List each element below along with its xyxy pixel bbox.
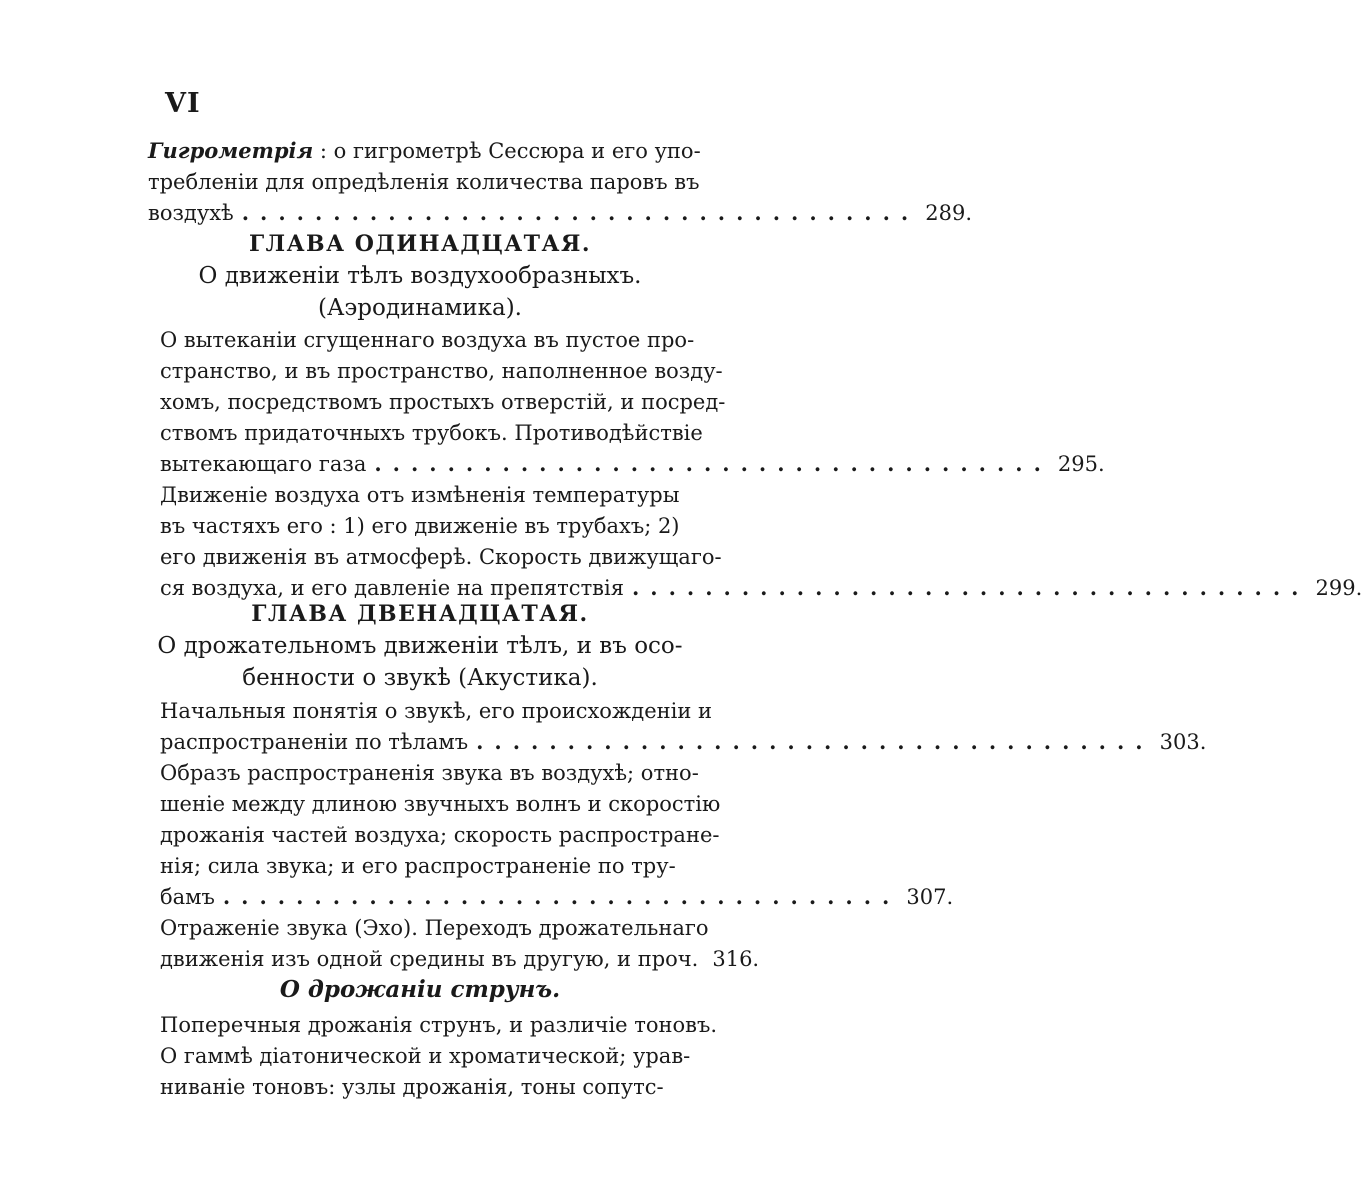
dot-leader: .....................................	[374, 451, 1052, 476]
ch12-entry-2-line-2: шеніе между длиною звучныхъ волнъ и скоростію	[160, 792, 721, 816]
ch11-entry-1-line-3: хомъ, посредствомъ простыхъ отверстій, и посред-	[160, 390, 726, 414]
strings-title: О дрожаніи струнъ.	[279, 976, 561, 1003]
dot-leader: .....................................	[241, 200, 920, 225]
ch12-entry-3-line-2	[160, 945, 760, 973]
ch11-entry-1-line-4: ствомъ придаточныхъ трубокъ. Противодѣйствіе	[160, 421, 703, 445]
ch11-entry-2-page-ref: 299.	[1315, 576, 1362, 600]
ch12-entry-1-page-ref: 303.	[1159, 730, 1207, 754]
ch11-entry-1-line-1: О вытеканіи сгущеннаго воздуха въ пустое про-	[160, 328, 695, 352]
hygrometry-line-1-rest: : о гигрометрѣ Сессюра и его упо-	[319, 139, 701, 163]
ch11-entry-1-line-5	[160, 450, 1105, 478]
ch12-entry-1-line-2	[160, 728, 1207, 756]
ch11-entry-2-line-4	[160, 574, 1362, 602]
ch12-entry-2-page-ref: 307.	[906, 885, 954, 909]
ch11-entry-2-line-4-text: ся воздуха, и его давленіе на препятствія	[160, 576, 624, 600]
hygrometry-line-3-text: воздухѣ	[148, 201, 234, 225]
ch12-entry-1-line-1: Начальныя понятія о звукѣ, его происхожденіи и	[160, 699, 713, 723]
dot-leader: .....................................	[476, 729, 1154, 754]
ch11-entry-1-page-ref: 295.	[1057, 452, 1105, 476]
ch12-entry-1-line-2-text: распространеніи по тѣламъ	[160, 730, 469, 754]
hygrometry-page-ref: 289.	[925, 201, 972, 225]
page-number: VI	[165, 88, 201, 119]
hygrometry-line-1	[148, 137, 701, 165]
hygrometry-term: Гигрометрія	[148, 138, 314, 163]
chapter-11-subtitle: (Аэродинамика).	[318, 295, 522, 321]
chapter-12-heading: ГЛАВА ДВЕНАДЦАТАЯ.	[251, 601, 589, 627]
ch12-entry-2-line-3: дрожанія частей воздуха; скорость распростране-	[160, 823, 720, 847]
strings-line-2: О гаммѣ діатонической и хроматической; урав-	[160, 1044, 691, 1068]
dot-leader: .....................................	[631, 575, 1310, 600]
chapter-12-title-line-2: бенности о звукѣ (Акустика).	[242, 665, 598, 691]
ch12-entry-2-line-5-text: бамъ	[160, 885, 215, 909]
chapter-11-heading: ГЛАВА ОДИНАДЦАТАЯ.	[248, 231, 592, 257]
ch11-entry-2-line-2: въ частяхъ его : 1) его движеніе въ трубахъ; 2)	[160, 514, 680, 538]
ch12-entry-3-page-ref: 316.	[712, 947, 760, 971]
hygrometry-line-2: требленіи для опредѣленія количества паровъ въ	[148, 170, 700, 194]
ch11-entry-1-line-5-text: вытекающаго газа	[160, 452, 367, 476]
strings-line-1: Поперечныя дрожанія струнъ, и различіе тоновъ.	[160, 1013, 718, 1037]
ch12-entry-3-line-2-text: движенія изъ одной средины въ другую, и проч.	[160, 947, 699, 971]
ch11-entry-2-line-3: его движенія въ атмосферѣ. Скорость движущаго-	[160, 545, 722, 569]
dot-leader: .....................................	[222, 884, 901, 909]
strings-line-3: ниваніе тоновъ: узлы дрожанія, тоны сопутс-	[160, 1075, 664, 1099]
ch12-entry-2-line-4: нія; сила звука; и его распространеніе по тру-	[160, 854, 676, 878]
ch12-entry-3-line-1: Отраженіе звука (Эхо). Переходъ дрожательнаго	[160, 916, 709, 940]
ch12-entry-2-line-1: Образъ распространенія звука въ воздухѣ; отно-	[160, 761, 699, 785]
chapter-12-title-line-1: О дрожательномъ движеніи тѣлъ, и въ осо-	[157, 633, 683, 659]
hygrometry-line-3	[148, 199, 972, 227]
ch11-entry-1-line-2: странство, и въ пространство, наполненное возду-	[160, 359, 723, 383]
chapter-11-title: О движеніи тѣлъ воздухообразныхъ.	[198, 263, 642, 289]
ch11-entry-2-line-1: Движеніе воздуха отъ измѣненія температуры	[160, 483, 680, 507]
ch12-entry-2-line-5	[160, 883, 954, 911]
